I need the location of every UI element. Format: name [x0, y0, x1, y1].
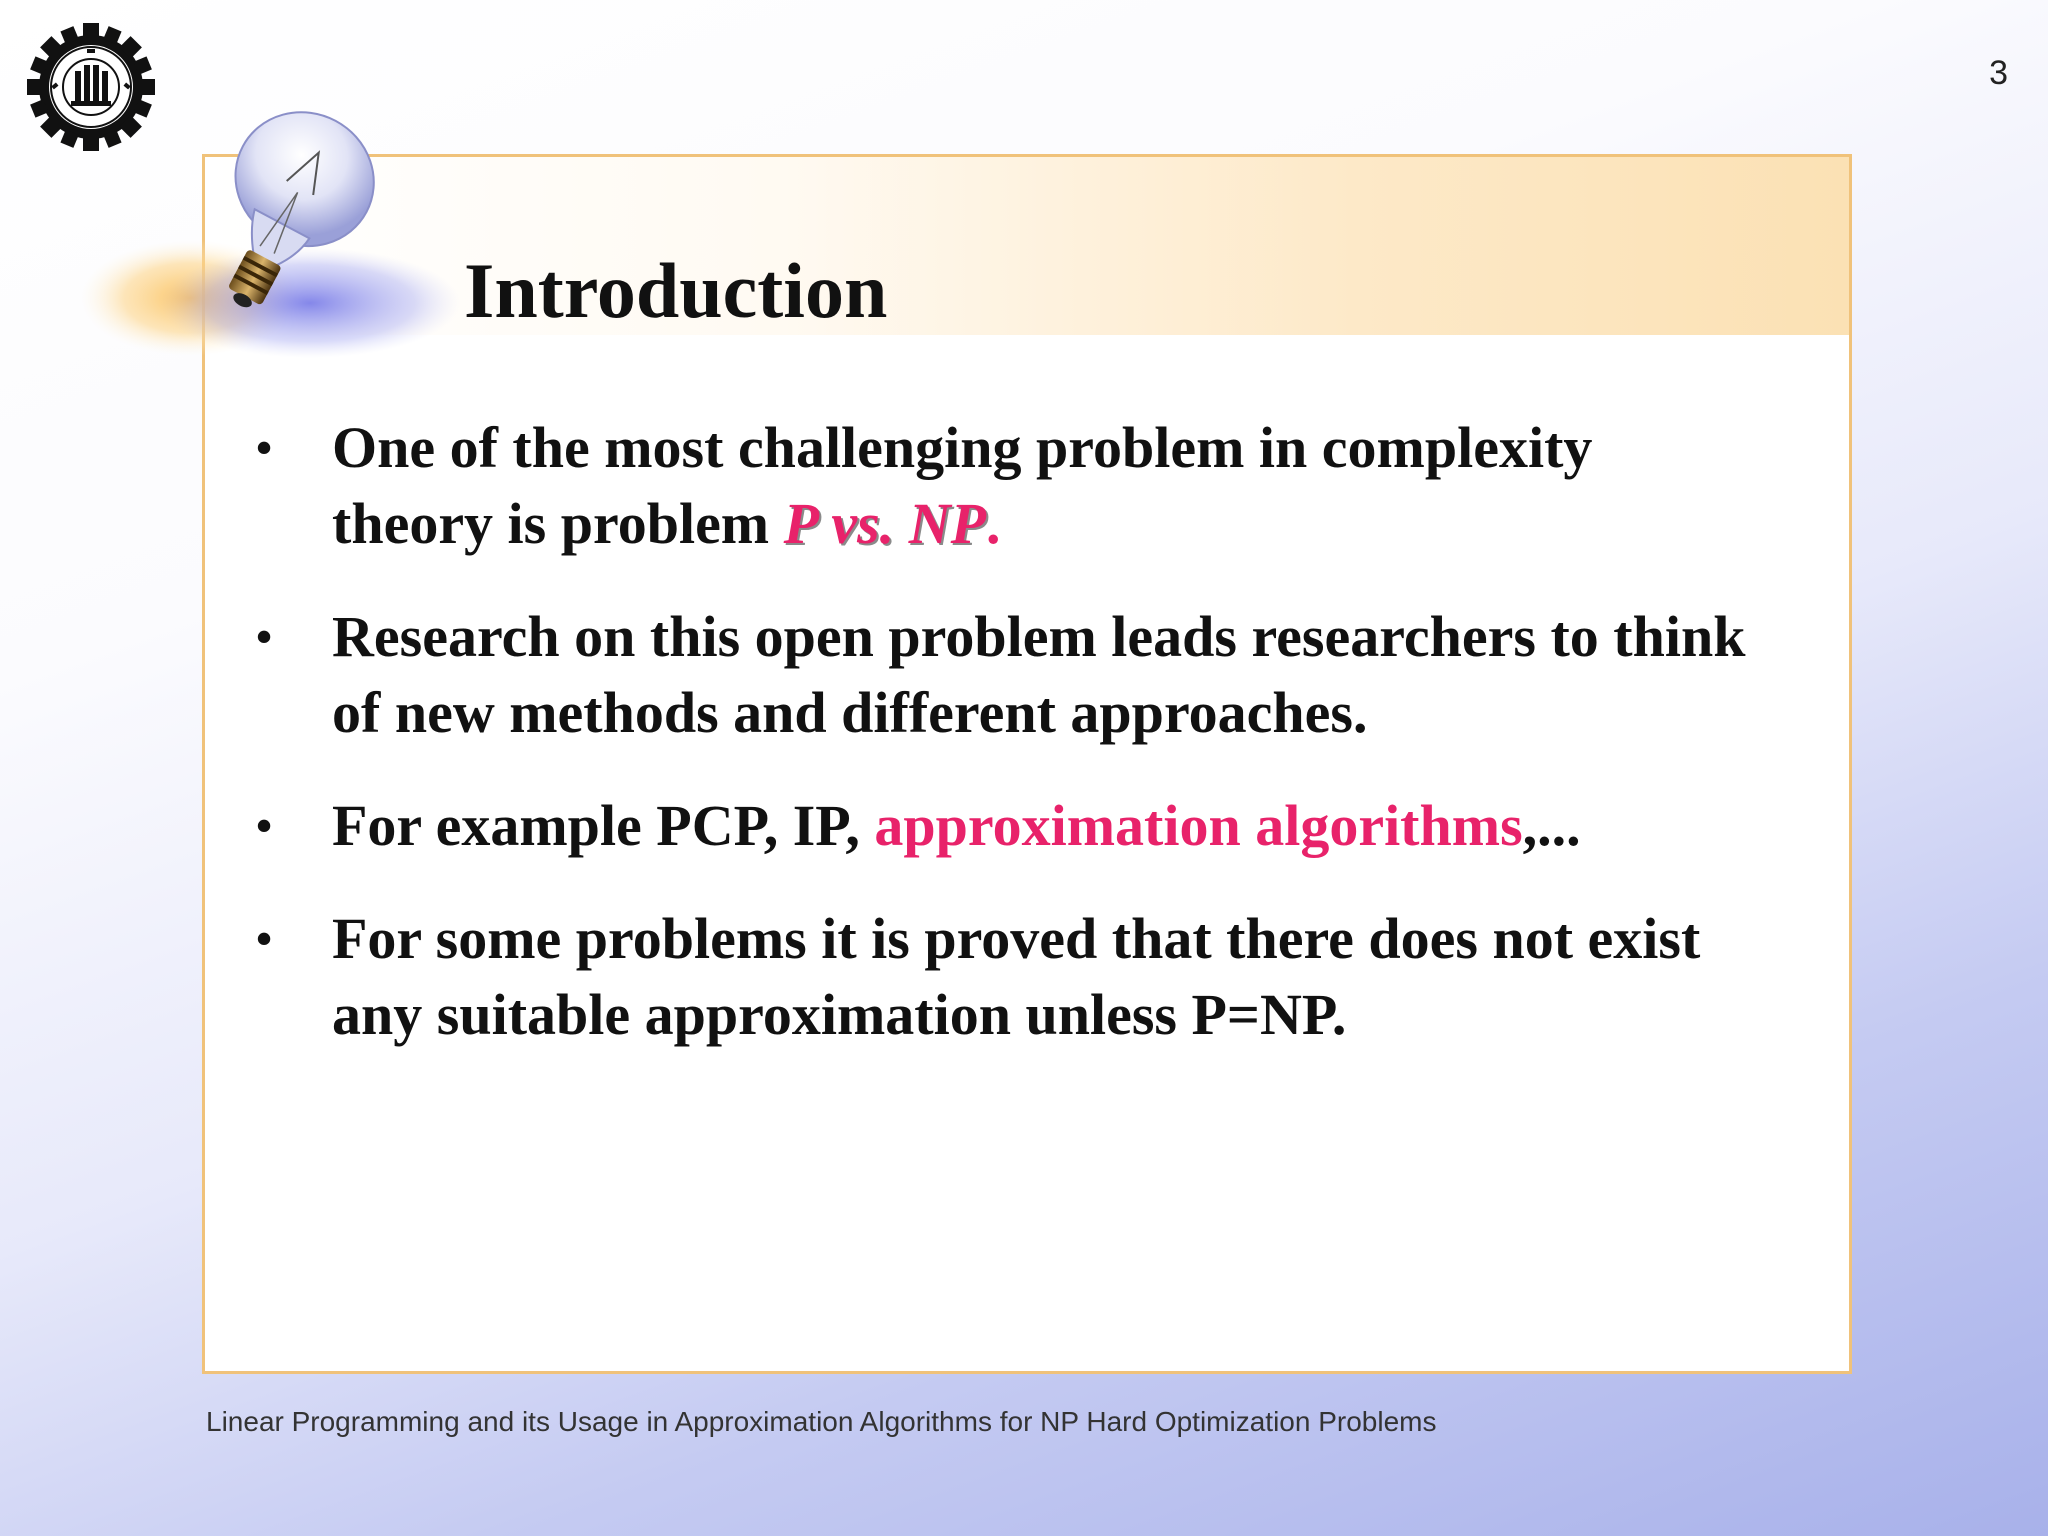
bullet-text: ,...: [1522, 793, 1581, 858]
bullet-item: [250, 599, 1750, 751]
footer-text: Linear Programming and its Usage in Approximation Algorithms for NP Hard Optimization Problems: [206, 1406, 1437, 1437]
bullet-marker: •: [256, 800, 273, 851]
highlight-text: P vs. NP: [783, 491, 987, 556]
page-number: 3: [1989, 54, 2008, 92]
bullet-marker: •: [256, 913, 273, 964]
bullet-item: [250, 788, 1750, 864]
slide-title: Introduction: [464, 247, 888, 334]
bullet-item: [250, 901, 1750, 1053]
bullet-marker: •: [256, 422, 273, 473]
highlight-text: approximation algorithms: [874, 793, 1523, 858]
bullet-list: [250, 410, 1750, 1090]
highlight-text: .: [986, 491, 1001, 556]
bullet-text: One of the most challenging problem in complexity theory is problem: [332, 415, 1593, 556]
bullet-text: For some problems it is proved that there does not exist any suitable approximation unless P=NP.: [332, 906, 1701, 1047]
bullet-item: [250, 410, 1750, 562]
bullet-marker: •: [256, 611, 273, 662]
bullet-text: Research on this open problem leads researchers to think of new methods and different approaches.: [332, 604, 1746, 745]
bullet-text: For example PCP, IP,: [332, 793, 875, 858]
light-bulb-icon: [80, 108, 460, 368]
